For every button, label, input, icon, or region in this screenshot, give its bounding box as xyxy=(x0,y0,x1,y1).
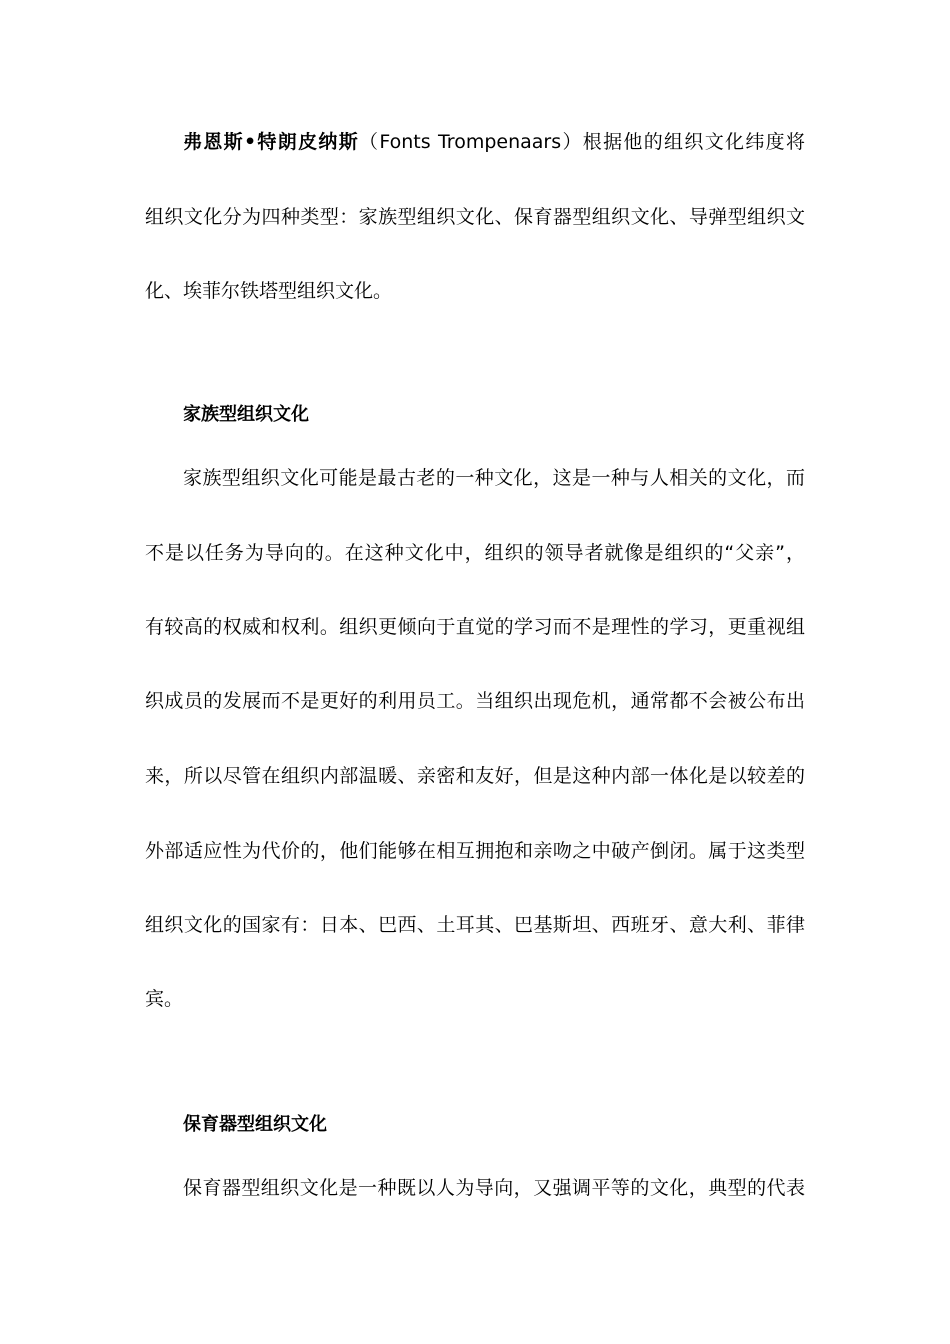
paragraph-line: 宾。 xyxy=(145,988,184,1010)
paragraph-line: 外部适应性为代价的，他们能够在相互拥抱和亲吻之中破产倒闭。属于这类型 xyxy=(145,840,805,862)
paragraph-line: 保育器型组织文化是一种既以人为导向，又强调平等的文化，典型的代表 xyxy=(183,1177,805,1199)
paragraph-line: 来，所以尽管在组织内部温暖、亲密和友好，但是这种内部一体化是以较差的 xyxy=(145,765,805,787)
paragraph-line: 组织文化的国家有：日本、巴西、土耳其、巴基斯坦、西班牙、意大利、菲律 xyxy=(145,914,805,936)
intro-line-2: 组织文化分为四种类型：家族型组织文化、保育器型组织文化、导弹型组织文 xyxy=(145,206,805,228)
paragraph-line: 不是以任务为导向的。在这种文化中，组织的领导者就像是组织的“父亲”， xyxy=(145,542,805,564)
author-name: 弗恩斯•特朗皮纳斯 xyxy=(183,131,360,153)
intro-text: （Fonts Trompenaars）根据他的组织文化纬度将 xyxy=(359,131,805,153)
paragraph-line: 家族型组织文化可能是最古老的一种文化，这是一种与人相关的文化，而 xyxy=(183,467,805,489)
intro-line-3: 化、埃菲尔铁塔型组织文化。 xyxy=(145,280,393,302)
section-heading-family: 家族型组织文化 xyxy=(183,404,309,425)
section-heading-incubator: 保育器型组织文化 xyxy=(183,1114,327,1135)
intro-line-1 xyxy=(183,130,805,154)
paragraph-line: 织成员的发展而不是更好的利用员工。当组织出现危机，通常都不会被公布出 xyxy=(145,690,805,712)
paragraph-line: 有较高的权威和权利。组织更倾向于直觉的学习而不是理性的学习，更重视组 xyxy=(145,616,805,638)
